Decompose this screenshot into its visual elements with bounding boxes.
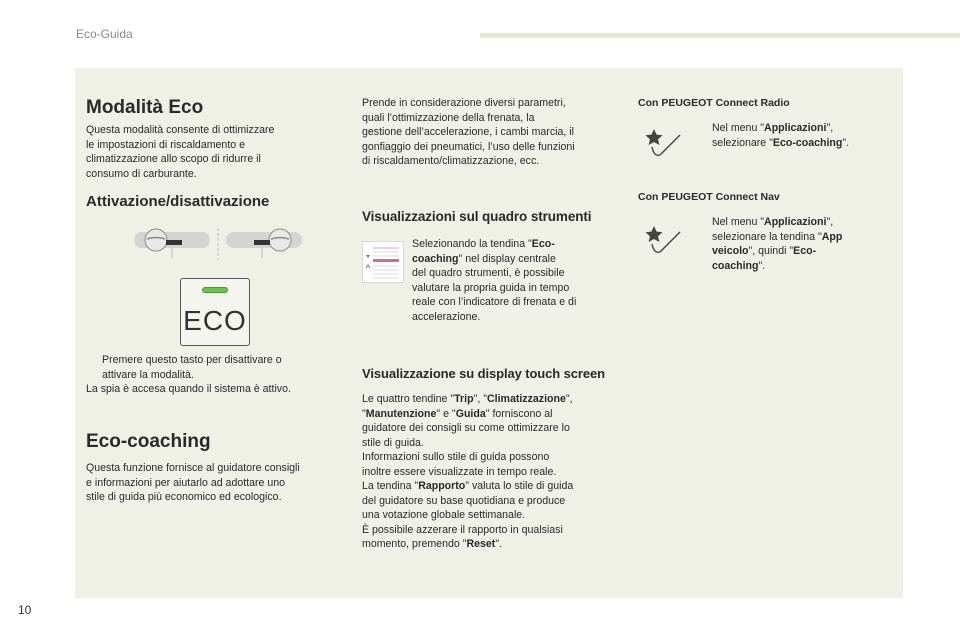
nav-bullet	[694, 215, 894, 273]
radio-instructions	[694, 121, 894, 150]
text-run: "	[362, 407, 366, 420]
text-bold: Applicazioni	[764, 122, 827, 134]
touch-line: Informazioni sullo stile di guida possono	[362, 451, 550, 463]
intro-line: consumo di carburante.	[86, 167, 197, 180]
text-run: ", quindi "	[748, 245, 794, 257]
column-middle	[362, 96, 624, 169]
touch-section	[362, 365, 624, 552]
nav-line	[712, 230, 894, 245]
intro-line: Questa modalità consente di ottimizzare	[86, 124, 275, 136]
eco-instructions	[86, 353, 348, 397]
text-bold: coaching	[412, 252, 459, 265]
intro-modalita	[86, 123, 348, 181]
text-run: La tendina "	[362, 480, 419, 492]
column-right	[638, 96, 900, 110]
text-run: momento, premendo "	[362, 538, 467, 550]
eco-coaching-section	[86, 430, 348, 505]
text-bold: coaching	[712, 259, 759, 272]
intro-line: le impostazioni di riscaldamento e	[86, 138, 245, 151]
parametri-line: di riscaldamento/climatizzazione, ecc.	[362, 155, 540, 167]
text-bold: Eco-	[793, 245, 817, 257]
touch-line: inoltre essere visualizzate in tempo reale.	[362, 465, 557, 478]
parametri-text	[362, 96, 624, 169]
spia-text: La spia è accesa quando il sistema è attivo.	[86, 383, 291, 395]
steering-wheel-right-icon	[226, 229, 302, 258]
eco-button-label: ECO	[183, 305, 247, 336]
text-bold: Eco-	[531, 238, 555, 250]
eco-button[interactable]	[180, 278, 250, 346]
text-run: " nel display centrale	[458, 252, 556, 265]
title-attivazione: Attivazione/disattivazione	[86, 193, 270, 210]
quadro-line: valutare la propria guida in tempo	[412, 281, 570, 294]
text-bold: Eco-coaching	[772, 136, 843, 149]
coaching-line: e informazioni per aiutarlo ad adottare uno	[86, 476, 286, 489]
touch-line	[362, 392, 624, 407]
title-modalita-eco: Modalità Eco	[86, 97, 204, 118]
touch-line: una votazione globale settimanale.	[362, 509, 526, 521]
coaching-line: Questa funzione fornisce al guidatore consigli	[86, 462, 300, 474]
touch-line: stile di guida.	[362, 436, 424, 449]
text-bold: Trip	[454, 393, 474, 405]
nav-line	[712, 244, 894, 259]
text-bold: Rapporto	[418, 480, 466, 492]
page-number: 10	[18, 603, 32, 617]
text-run: " e "	[436, 407, 456, 420]
touch-line: del guidatore su base quotidiana e produce	[362, 494, 566, 507]
intro-line: climatizzazione allo scopo di ridurre il	[86, 153, 261, 165]
nav-instructions	[694, 215, 894, 273]
title-touch-screen: Visualizzazione su display touch screen	[362, 366, 605, 381]
header-rule	[480, 33, 960, 38]
text-run: Nel menu "	[712, 216, 765, 228]
text-bold: Guida	[455, 407, 486, 420]
text-run: Selezionando la tendina "	[412, 238, 532, 250]
coaching-line: stile di guida più economico ed ecologico.	[86, 491, 282, 503]
touch-text	[362, 392, 624, 552]
parametri-line: quali l’ottimizzazione della frenata, la	[362, 111, 535, 124]
text-run: ",	[565, 393, 573, 405]
parametri-line: Prende in considerazione diversi parametri,	[362, 97, 566, 109]
bullet-line: Premere questo tasto per disattivare o	[102, 354, 282, 366]
radio-bullet	[694, 121, 894, 150]
bullet-item	[86, 353, 348, 382]
touch-line: guidatore dei consigli su come ottimizzare lo	[362, 422, 570, 434]
steering-wheel-left-icon	[134, 229, 210, 258]
text-bold: App	[821, 230, 843, 243]
text-bold: veicolo	[712, 245, 749, 257]
nav-section	[638, 190, 900, 204]
parametri-line: gestione dell’accelerazione, i cambi marcia, il	[362, 126, 574, 138]
radio-line	[712, 121, 894, 136]
text-run: Nel menu "	[712, 122, 765, 134]
instrument-display-thumbnail	[362, 241, 404, 283]
bullet-line: attivare la modalità.	[102, 368, 194, 381]
title-eco-coaching: Eco-coaching	[86, 431, 211, 452]
nav-line	[712, 259, 894, 274]
text-run: selezionare la tendina "	[712, 230, 822, 243]
radio-line	[712, 136, 894, 151]
text-run: " valuta lo stile di guida	[465, 480, 574, 492]
text-run: " forniscono al	[485, 407, 553, 420]
header-title: Eco-Guida	[76, 27, 133, 41]
touch-line	[362, 407, 624, 422]
eco-indicator-led	[202, 287, 228, 293]
quadro-text	[412, 237, 612, 324]
touch-line	[362, 479, 624, 494]
parametri-line: gonfiaggio dei pneumatici, l’uso delle funzioni	[362, 140, 575, 153]
star-app-icon	[644, 127, 684, 161]
steering-wheel-illustration	[134, 226, 302, 262]
column-left	[86, 96, 348, 212]
star-app-icon	[644, 224, 684, 258]
quadro-line: accelerazione.	[412, 310, 481, 323]
quadro-line: reale con l’indicatore di frenata e di	[412, 296, 577, 308]
text-bold: Climatizzazione	[486, 393, 566, 405]
text-bold: Manutenzione	[365, 407, 437, 420]
text-bold: Reset	[466, 538, 496, 550]
touch-line	[362, 537, 624, 552]
nav-line	[712, 215, 894, 230]
instrument-display-icon	[363, 242, 403, 282]
text-run: ", "	[473, 393, 487, 405]
quadro-section	[362, 208, 624, 226]
coaching-text	[86, 461, 348, 505]
text-run: ",	[826, 216, 834, 228]
quadro-line	[412, 252, 612, 267]
quadro-line: del quadro strumenti, è possibile	[412, 267, 565, 279]
text-run: ".	[495, 538, 503, 550]
text-run: ".	[842, 136, 850, 149]
text-run: selezionare "	[712, 136, 773, 149]
quadro-line	[412, 237, 612, 252]
text-run: ",	[826, 122, 834, 134]
title-quadro-strumenti: Visualizzazioni sul quadro strumenti	[362, 209, 592, 224]
text-bold: Applicazioni	[764, 216, 827, 228]
title-connect-radio: Con PEUGEOT Connect Radio	[638, 97, 790, 109]
text-run: Le quattro tendine "	[362, 393, 455, 405]
touch-line: È possibile azzerare il rapporto in qualsiasi	[362, 523, 563, 536]
text-run: ".	[758, 259, 766, 272]
title-connect-nav: Con PEUGEOT Connect Nav	[638, 191, 780, 203]
